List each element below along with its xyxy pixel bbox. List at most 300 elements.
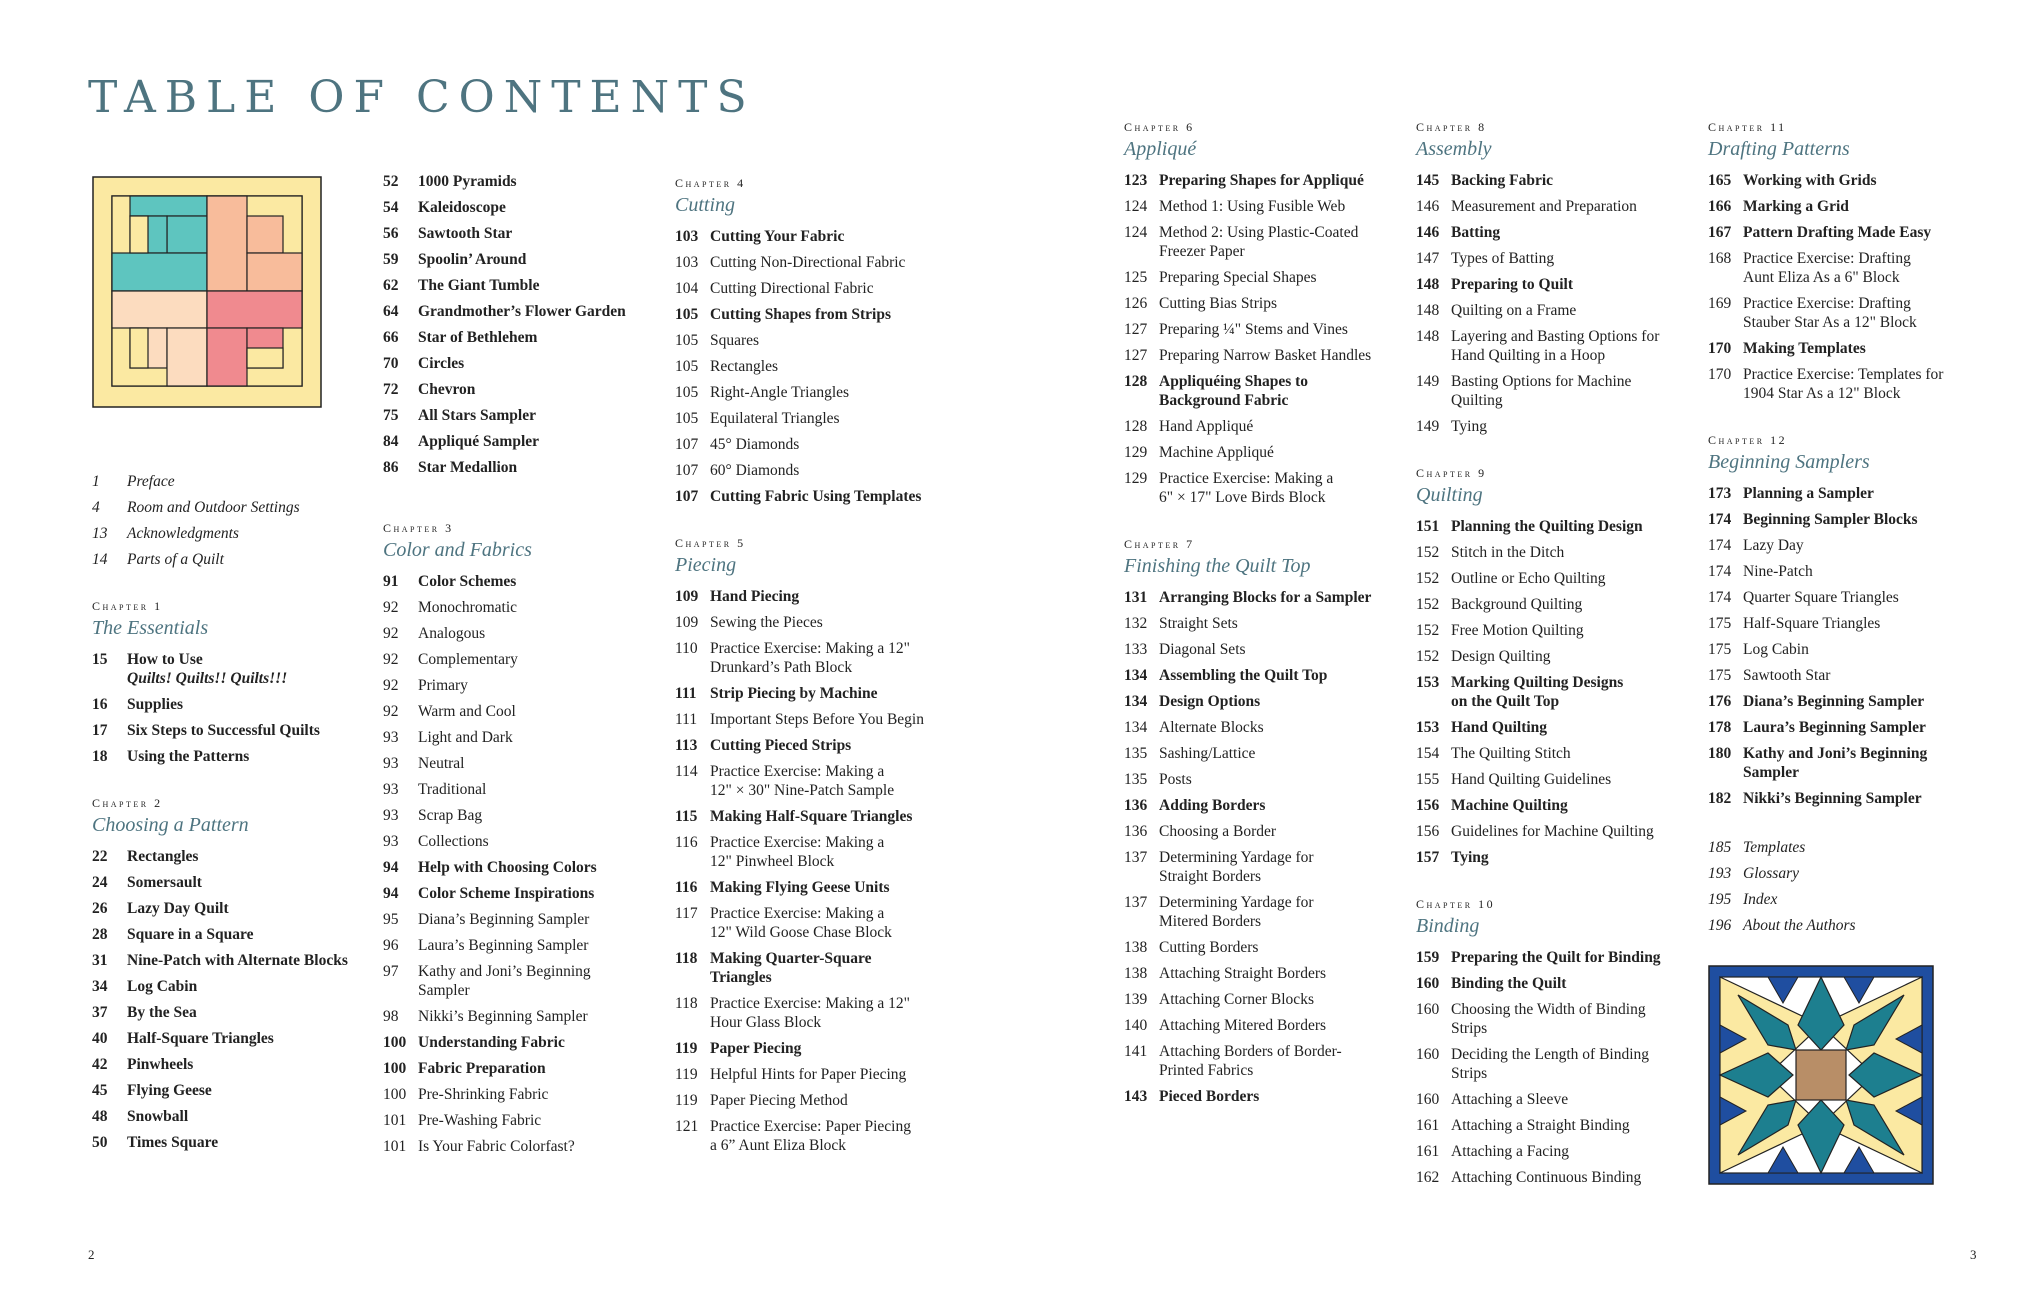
toc-entry-title-line: Snowball: [127, 1108, 189, 1125]
toc-entry-title-line: Background Fabric: [1159, 392, 1289, 409]
toc-entry: [383, 624, 663, 643]
toc-entry-title-line: Equilateral Triangles: [710, 410, 840, 427]
toc-entry-title-line: Parts of a Quilt: [127, 551, 224, 568]
toc-entry: [1124, 268, 1404, 287]
toc-entry: [383, 806, 663, 825]
toc-page-number: 128: [1124, 373, 1148, 390]
toc-entry: [1416, 647, 1696, 666]
toc-entry-title: [127, 1003, 372, 1022]
toc-page-number: 1: [92, 473, 100, 490]
toc-page-number: 175: [1708, 641, 1732, 658]
toc-entry-title: [127, 1029, 372, 1048]
toc-entry-title: [1159, 320, 1404, 339]
toc-entry: [383, 198, 663, 217]
toc-page-number: 96: [383, 937, 399, 954]
toc-page-number: 93: [383, 807, 399, 824]
toc-entry-title: [418, 754, 663, 773]
toc-page-number: 136: [1124, 823, 1148, 840]
toc-entry: [675, 357, 955, 376]
chapter-title: Beginning Samplers: [1708, 451, 1870, 473]
toc-entry: [1708, 718, 1988, 737]
toc-entry-title-line: Strips: [1451, 1020, 1488, 1037]
toc-page-number: 119: [675, 1092, 698, 1109]
toc-entry: [383, 302, 663, 321]
toc-entry-title-line: Choosing a Border: [1159, 823, 1277, 840]
toc-entry-title-line: Scrap Bag: [418, 807, 483, 824]
toc-entry-title-line: Half-Square Triangles: [1743, 615, 1881, 632]
toc-page-number: 15: [92, 651, 108, 668]
toc-entry-title: [1159, 718, 1404, 737]
page-number-right: 3: [1970, 1247, 1977, 1262]
toc-page-number: 94: [383, 859, 399, 876]
toc-entry: [1708, 640, 1988, 659]
toc-entry-title: [710, 1091, 955, 1110]
toc-entry-title-line: Cutting Pieced Strips: [710, 737, 852, 754]
toc-entry-title-line: How to Use: [127, 651, 203, 668]
toc-entry-title-line: Rectangles: [127, 848, 199, 865]
toc-entry-title: [1743, 789, 1988, 808]
toc-entry-title-line: Collections: [418, 833, 489, 850]
toc-entry-title-line: Circles: [418, 355, 465, 372]
toc-entry: [383, 406, 663, 425]
toc-entry-title: [710, 383, 955, 402]
toc-entry: [675, 762, 955, 800]
toc-entry: [1708, 744, 1988, 782]
toc-page-number: 26: [92, 900, 108, 917]
toc-entry-title-line: Cutting Bias Strips: [1159, 295, 1277, 312]
toc-entry-title-line: Practice Exercise: Making a: [710, 905, 885, 922]
toc-entry-title: [127, 873, 372, 892]
toc-entry-title: [710, 949, 955, 987]
toc-entry: [1708, 692, 1988, 711]
toc-entry-title-line: Times Square: [127, 1134, 219, 1151]
toc-entry-title: [127, 1081, 372, 1100]
toc-page-number: 111: [675, 711, 698, 728]
chapter-label: Chapter 2: [92, 796, 163, 810]
toc-entry-title: [1451, 595, 1696, 614]
toc-entry: [1708, 339, 1988, 358]
toc-entry: [383, 832, 663, 851]
toc-entry-title: [1743, 614, 1988, 633]
toc-entry-title: [1451, 1090, 1696, 1109]
toc-entry-title: [1159, 848, 1404, 886]
toc-page-number: 129: [1124, 470, 1148, 487]
toc-page-number: 22: [92, 848, 108, 865]
chapter-11: [1708, 120, 1988, 403]
toc-entry-title: [710, 994, 955, 1032]
toc-page-number: 109: [675, 588, 699, 605]
toc-entry-title: [1159, 443, 1404, 462]
toc-entry-title: [1451, 1142, 1696, 1161]
toc-page-number: 17: [92, 722, 108, 739]
toc-entry-title-line: Hand Quilting Guidelines: [1451, 771, 1612, 788]
toc-entry-title: [1451, 275, 1696, 294]
toc-page-number: 165: [1708, 172, 1732, 189]
toc-entry: [1124, 417, 1404, 436]
toc-page-number: 156: [1416, 797, 1440, 814]
toc-page-number: 94: [383, 885, 399, 902]
toc-entry-title-line: Assembling the Quilt Top: [1159, 667, 1328, 684]
toc-entry: [1124, 294, 1404, 313]
chapter-title: The Essentials: [92, 617, 209, 639]
toc-entry-title-line: Color Scheme Inspirations: [418, 885, 595, 902]
toc-entry-title: [1159, 372, 1404, 410]
toc-entry-title: [418, 276, 663, 295]
toc-entry: [1708, 562, 1988, 581]
toc-entry-title: [710, 684, 955, 703]
toc-entry-title-line: Alternate Blocks: [1159, 719, 1264, 736]
toc-page-number: 176: [1708, 693, 1732, 710]
toc-entry-title: [418, 406, 663, 425]
toc-entry-title: [127, 721, 372, 740]
toc-page-number: 101: [383, 1138, 407, 1155]
toc-page-number: 141: [1124, 1043, 1148, 1060]
toc-entry: [675, 833, 955, 871]
toc-entry-title: [1743, 536, 1988, 555]
toc-page-number: 24: [92, 874, 108, 891]
toc-entry-title-line: 12" Pinwheel Block: [710, 853, 835, 870]
toc-entry-title-line: Room and Outdoor Settings: [127, 499, 300, 516]
toc-entry-title-line: Rectangles: [710, 358, 779, 375]
toc-entry-title: [1159, 1016, 1404, 1035]
toc-page-number: 135: [1124, 745, 1148, 762]
toc-page-number: 131: [1124, 589, 1148, 606]
toc-page-number: 124: [1124, 198, 1148, 215]
toc-entry-title: [710, 357, 955, 376]
toc-entry: [1124, 197, 1404, 216]
toc-entry: [675, 383, 955, 402]
toc-entry-title-line: Star Medallion: [418, 459, 518, 476]
toc-entry-title-line: Types of Batting: [1451, 250, 1555, 267]
toc-entry-title-line: Lazy Day Quilt: [127, 900, 229, 917]
toc-entry: [1708, 365, 1988, 403]
toc-entry-title-line: Practice Exercise: Drafting: [1743, 295, 1911, 312]
toc-entry: [675, 487, 955, 506]
chapter-label: Chapter 7: [1124, 537, 1195, 551]
toc-entry-title: [1451, 796, 1696, 815]
toc-entry-title: [1451, 1045, 1696, 1083]
toc-page-number: 126: [1124, 295, 1148, 312]
toc-page-number: 114: [675, 763, 698, 780]
toc-entry-title-line: Laura’s Beginning Sampler: [1743, 719, 1926, 736]
toc-entry-title: [127, 747, 372, 766]
toc-entry-title-line: Light and Dark: [418, 729, 513, 746]
toc-entry: [1708, 916, 1988, 935]
toc-entry: [1416, 517, 1696, 536]
toc-entry-title: [1159, 469, 1404, 507]
toc-entry-title: [418, 728, 663, 747]
toc-entry-title-line: Tying: [1451, 418, 1487, 435]
star-quilt-block-icon: [1708, 965, 1934, 1185]
toc-entry-title: [1159, 614, 1404, 633]
toc-entry-title: [418, 328, 663, 347]
chapter-title: Choosing a Pattern: [92, 814, 249, 836]
toc-entry-title: [418, 172, 663, 191]
toc-entry-title-line: a 6” Aunt Eliza Block: [710, 1137, 847, 1154]
toc-entry-title: [1451, 744, 1696, 763]
chapter-10: [1416, 897, 1696, 1187]
toc-page-number: 166: [1708, 198, 1732, 215]
toc-page-number: 178: [1708, 719, 1732, 736]
toc-page-number: 107: [675, 436, 699, 453]
toc-entry-title-line: Hand Piecing: [710, 588, 800, 605]
toc-entry-title-line: 45° Diamonds: [710, 436, 800, 453]
toc-entry-title-line: Practice Exercise: Making a: [710, 834, 885, 851]
toc-entry-title-line: Cutting Shapes from Strips: [710, 306, 892, 323]
toc-entry-title: [418, 1059, 663, 1078]
toc-page-number: 62: [383, 277, 399, 294]
toc-entry: [383, 458, 663, 477]
toc-page-number: 93: [383, 755, 399, 772]
toc-page-number: 152: [1416, 622, 1440, 639]
toc-entry-title: [1159, 1042, 1404, 1080]
toc-page-number: 92: [383, 599, 399, 616]
toc-entry: [675, 807, 955, 826]
toc-entry: [1416, 1142, 1696, 1161]
toc-entry: [1416, 974, 1696, 993]
toc-page-number: 42: [92, 1056, 108, 1073]
toc-entry: [675, 639, 955, 677]
toc-entry: [383, 1033, 663, 1052]
toc-entry-title: [127, 977, 372, 996]
toc-entry-title: [1743, 864, 1988, 883]
toc-entry: [1708, 614, 1988, 633]
toc-entry-title: [418, 650, 663, 669]
toc-entry-title-line: Half-Square Triangles: [127, 1030, 274, 1047]
toc-page-number: 134: [1124, 719, 1148, 736]
toc-entry-title-line: Making Flying Geese Units: [710, 879, 890, 896]
toc-entry: [1124, 1087, 1404, 1106]
toc-entry: [675, 994, 955, 1032]
chapter-title: Color and Fabrics: [383, 539, 532, 561]
toc-entry: [1416, 372, 1696, 410]
toc-entry-title: [1159, 964, 1404, 983]
toc-entry: [1708, 890, 1988, 909]
toc-entry: [383, 1085, 663, 1104]
toc-entry-title: [127, 1107, 372, 1126]
toc-page-number: 40: [92, 1030, 108, 1047]
toc-entry-title-line: Diana’s Beginning Sampler: [418, 911, 590, 928]
toc-entry: [675, 904, 955, 942]
toc-page-number: 34: [92, 978, 108, 995]
toc-page-number: 143: [1124, 1088, 1148, 1105]
toc-entry-title: [1743, 171, 1988, 190]
toc-entry-title: [710, 227, 955, 246]
toc-entry-title-line: Aunt Eliza As a 6" Block: [1743, 269, 1900, 286]
chapter-label: Chapter 12: [1708, 433, 1788, 447]
toc-entry-title-line: Practice Exercise: Drafting: [1743, 250, 1911, 267]
toc-entry: [1416, 1045, 1696, 1083]
toc-entry-title-line: Preparing to Quilt: [1451, 276, 1573, 293]
toc-entry-title: [1159, 294, 1404, 313]
toc-entry: [92, 695, 372, 714]
toc-page-number: 113: [675, 737, 698, 754]
chapter-8: [1416, 120, 1696, 436]
toc-entry-title: [1451, 327, 1696, 365]
toc-page-number: 101: [383, 1112, 407, 1129]
toc-page-number: 136: [1124, 797, 1148, 814]
toc-entry-title-line: Appliquéing Shapes to: [1159, 373, 1309, 390]
toc-page-number: 97: [383, 963, 399, 980]
toc-entry-title-line: Marking Quilting Designs: [1451, 674, 1624, 691]
chapter-label: Chapter 3: [383, 521, 454, 535]
toc-entry-title: [418, 858, 663, 877]
toc-page-number: 100: [383, 1060, 407, 1077]
toc-entry-title-line: Cutting Non-Directional Fabric: [710, 254, 906, 271]
toc-entry: [92, 925, 372, 944]
toc-entry: [1416, 1116, 1696, 1135]
toc-page-number: 160: [1416, 1046, 1440, 1063]
toc-entry-title: [1159, 640, 1404, 659]
toc-entry-title: [1159, 893, 1404, 931]
toc-entry-title-line: Index: [1743, 891, 1778, 908]
toc-entry: [383, 1059, 663, 1078]
toc-page-number: 153: [1416, 674, 1440, 691]
toc-entry-title: [418, 702, 663, 721]
toc-entry: [1124, 848, 1404, 886]
toc-entry-title: [127, 899, 372, 918]
toc-page-number: 70: [383, 355, 399, 372]
toc-page-number: 16: [92, 696, 108, 713]
toc-entry-title-line: Paper Piecing: [710, 1040, 802, 1057]
toc-entry-title: [1451, 372, 1696, 410]
toc-entry: [1416, 1090, 1696, 1109]
toc-entry-title-line: Using the Patterns: [127, 748, 250, 765]
toc-entry-title: [418, 624, 663, 643]
toc-entry: [1124, 718, 1404, 737]
toc-entry-title-line: Attaching a Facing: [1451, 1143, 1569, 1160]
toc-page-number: 152: [1416, 648, 1440, 665]
toc-entry-title-line: Straight Sets: [1159, 615, 1238, 632]
toc-entry-title: [1451, 543, 1696, 562]
toc-page-number: 119: [675, 1040, 698, 1057]
toc-entry-title: [1159, 938, 1404, 957]
toc-page-number: 14: [92, 551, 108, 568]
toc-entry-title-line: Stauber Star As a 12" Block: [1743, 314, 1917, 331]
toc-column-3: [675, 176, 955, 1185]
toc-entry: [383, 1007, 663, 1026]
toc-entry-title: [127, 925, 372, 944]
toc-entry: [92, 1029, 372, 1048]
toc-entry-title: [1451, 171, 1696, 190]
toc-entry-title-line: Background Quilting: [1451, 596, 1583, 613]
toc-entry-title-line: Sampler: [1743, 764, 1799, 781]
back-matter-list: [1708, 838, 1988, 935]
toc-entry-title-line: Acknowledgments: [127, 525, 239, 542]
toc-entry-title-line: 6" × 17" Love Birds Block: [1159, 489, 1326, 506]
toc-entry-title: [418, 1033, 663, 1052]
toc-entry-title-line: Complementary: [418, 651, 518, 668]
toc-entry-title: [1159, 588, 1404, 607]
chapter-title: Quilting: [1416, 484, 1483, 506]
toc-page-number: 155: [1416, 771, 1440, 788]
toc-entry: [1124, 372, 1404, 410]
toc-entry-title: [418, 1007, 663, 1026]
toc-entry: [1124, 822, 1404, 841]
toc-entry-title: [710, 279, 955, 298]
toc-page-number: 105: [675, 306, 699, 323]
toc-entry: [1416, 417, 1696, 436]
toc-page-number: 152: [1416, 544, 1440, 561]
toc-entry-title: [710, 1039, 955, 1058]
toc-entry: [92, 873, 372, 892]
toc-entry-title-line: Triangles: [710, 969, 772, 986]
toc-entry: [92, 1055, 372, 1074]
toc-entry-title: [1743, 484, 1988, 503]
toc-page-number: 167: [1708, 224, 1732, 241]
toc-entry-title: [1159, 770, 1404, 789]
toc-entry: [1708, 588, 1988, 607]
chapter-6: [1124, 120, 1404, 507]
toc-entry: [675, 279, 955, 298]
toc-entry-title-line: Sawtooth Star: [1743, 667, 1831, 684]
toc-entry-title: [1451, 974, 1696, 993]
toc-entry-title: [418, 572, 663, 591]
toc-entry-title: [418, 910, 663, 929]
toc-entry-title-line: Attaching Mitered Borders: [1159, 1017, 1327, 1034]
toc-entry: [1708, 864, 1988, 883]
toc-entry-title: [1451, 718, 1696, 737]
toc-entry-title-line: Warm and Cool: [418, 703, 516, 720]
toc-entry: [383, 650, 663, 669]
toc-page-number: 116: [675, 834, 698, 851]
toc-page-number: 91: [383, 573, 399, 590]
toc-entry-title-line: About the Authors: [1743, 917, 1856, 934]
toc-entry-title: [1451, 517, 1696, 536]
toc-entry: [675, 684, 955, 703]
toc-page-number: 174: [1708, 511, 1732, 528]
toc-entry-title: [127, 524, 372, 543]
toc-entry: [383, 936, 663, 955]
toc-page-number: 160: [1416, 1001, 1440, 1018]
toc-entry-title: [1451, 197, 1696, 216]
toc-entry-title-line: Monochromatic: [418, 599, 518, 616]
toc-page-number: 134: [1124, 693, 1148, 710]
toc-entry-title: [127, 1133, 372, 1152]
toc-entry: [1416, 223, 1696, 242]
toc-entry-title: [1451, 301, 1696, 320]
chapter-label: Chapter 1: [92, 599, 163, 613]
toc-page-number: 100: [383, 1086, 407, 1103]
toc-entry: [1124, 346, 1404, 365]
toc-entry-title-line: Help with Choosing Colors: [418, 859, 597, 876]
toc-entry: [1416, 744, 1696, 763]
toc-entry: [1124, 614, 1404, 633]
toc-entry: [1124, 893, 1404, 931]
toc-entry-title-line: Hand Quilting in a Hoop: [1451, 347, 1606, 364]
toc-entry-title: [710, 331, 955, 350]
toc-entry-title-line: Six Steps to Successful Quilts: [127, 722, 320, 739]
toc-entry-title-line: on the Quilt Top: [1451, 693, 1560, 710]
toc-page-number: 105: [675, 384, 699, 401]
toc-page-number: 193: [1708, 865, 1732, 882]
toc-entry-title: [1743, 692, 1988, 711]
toc-page-number: 115: [675, 808, 698, 825]
toc-entry-title-line: Preparing Narrow Basket Handles: [1159, 347, 1372, 364]
toc-page-number: 93: [383, 781, 399, 798]
toc-page-number: 107: [675, 462, 699, 479]
toc-entry-title-line: Determining Yardage for: [1159, 894, 1314, 911]
toc-entry-title-line: Arranging Blocks for a Sampler: [1159, 589, 1372, 606]
toc-entry-title-line: Adding Borders: [1159, 797, 1266, 814]
toc-entry-title-line: Attaching a Sleeve: [1451, 1091, 1569, 1108]
toc-page-number: 123: [1124, 172, 1148, 189]
toc-entry-title: [418, 432, 663, 451]
toc-entry-title: [710, 409, 955, 428]
toc-entry-title: [1743, 294, 1988, 332]
toc-page-number: 13: [92, 525, 108, 542]
toc-entry: [1416, 718, 1696, 737]
